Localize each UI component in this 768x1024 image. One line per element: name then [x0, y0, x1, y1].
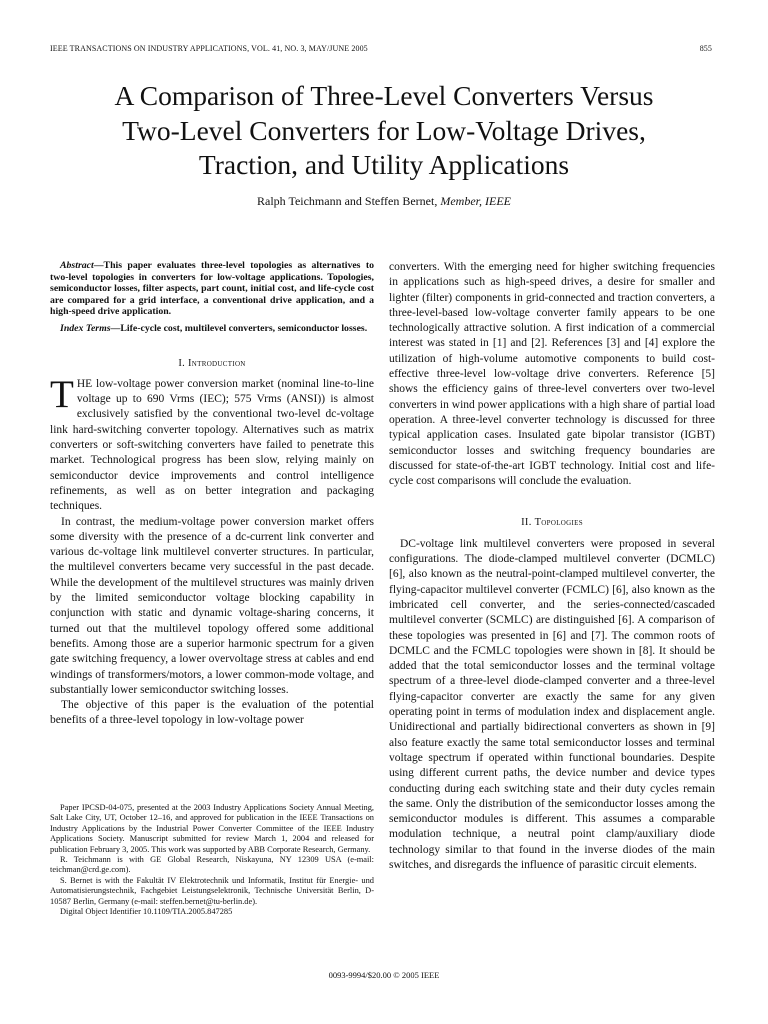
author-line — [0, 194, 768, 209]
running-header — [50, 44, 712, 53]
index-terms-text: —Life-cycle cost, multilevel converters, semiconductor losses. — [110, 322, 368, 334]
intro-paragraph-1 — [50, 372, 374, 515]
intro-paragraph-2: In contrast, the medium-voltage power conversion market offers some diversity with the presence of a dc-current link converter and various dc-voltage link multilevel converter structures. In particular, the multilevel converters became very successful in the past decade. While the development of the multilevel structures was mainly driven by the limited semiconductor voltage blocking capability in conjunction with static and dynamic voltage-sharing concerns, it turned out that the multilevel topology offered some additional benefits. Among those are a superior harmonic spectrum for a given gate switching frequency, a lower overvoltage stress at cables and end windings of transformers/motors, a lower common-mode voltage, and substantially lower semiconductor switching losses. — [50, 515, 374, 696]
footnote-paper-info: Paper IPCSD-04-075, presented at the 2003 Industry Applications Society Annual Meeting, Salt Lake City, UT, October 12–16, and approved for publication in the IEEE Transactions on Industry Applications by the Industrial Power Converter Committee of the IEEE Industry Applications Society. Manuscript submitted for review March 1, 2004 and released for publication February 3, 2005. This work was supported by ABB Corporate Research, Germany. — [50, 803, 374, 854]
first-page-footnote — [50, 803, 374, 917]
journal-line: IEEE TRANSACTIONS ON INDUSTRY APPLICATIONS, VOL. 41, NO. 3, MAY/JUNE 2005 — [50, 44, 368, 53]
intro-paragraph-3: The objective of this paper is the evaluation of the potential benefits of a three-level topology in low-voltage power — [50, 699, 374, 727]
footnote-author-2: S. Bernet is with the Fakultät IV Elektrotechnik und Informatik, Institut für Energie- und Automatisierungstechnik, Fachgebiet Leistungselektronik, Technische Universität Berlin, D-10587 Berlin, Germany (e-mail: steffen.bernet@tu-berlin.de). — [50, 875, 374, 906]
author-names: Ralph Teichmann and Steffen Bernet, — [257, 194, 438, 208]
left-column — [50, 260, 374, 729]
abstract-label: Abstract — [60, 260, 94, 271]
section-number: II. — [521, 517, 532, 529]
section-title: Introduction — [188, 357, 246, 369]
intro-paragraph-3-continued: converters. With the emerging need for higher switching frequencies in applications such as high-speed drives, a desire for smaller and lighter (filter) components in grid-connected and traction converters, a three-level-based low-voltage converter family appears to be one technologically attractive solution. A first indication of a commercial interest was stated in [1] and [2]. References [3] and [4] explore the utilization of high-volume automotive components to build cost-effective three-level low-voltage drive converters. Reference [5] shows the efficiency gains of three-level converters over two-level converters in wind power applications with a high share of partial load operation. A three-level converter technology is discussed for three typical application cases. Insulated gate bipolar transistor (IGBT) semiconductor losses and switching frequency boundaries are discussed for state-of-the-art IGBT technology. Initial cost and life-cycle cost comparisons will conclude the evaluation. — [389, 261, 715, 488]
intro-paragraph-1-text: HE low-voltage power conversion market (nominal line-to-line voltage up to 690 Vrms (IEC); 575 Vrms (ANSI)) is almost exclusively satisfied by the conventional two-level dc-voltage link hard-switching converter topology. Alternatives such as matrix converters or soft-switching converters have failed to penetrate this market. Technological progress has been slow, relying mainly on semiconductor device improvements and control intelligence refinements, as well as on better integration and packaging techniques. — [50, 377, 374, 513]
author-membership: Member, IEEE — [440, 194, 511, 208]
copyright-footer: 0093-9994/$20.00 © 2005 IEEE — [328, 970, 440, 980]
section-heading-topologies — [389, 515, 715, 530]
section-title: Topologies — [534, 517, 583, 529]
abstract-text: —This paper evaluates three-level topologies as alternatives to two-level topologies in converters for low-voltage applications. Topologies, semiconductor losses, filter aspects, part count, initial cost, and life-cycle cost are compared for a grid interface, a conventional drive application, and a high-speed drive application. — [50, 260, 374, 318]
title-line-3: Traction, and Utility Applications — [198, 149, 570, 180]
paper-title — [40, 79, 728, 183]
index-terms — [50, 323, 374, 335]
title-line-1: A Comparison of Three-Level Converters Versus — [114, 80, 654, 111]
footnote-author-1: R. Teichmann is with GE Global Research, Niskayuna, NY 12309 USA (e-mail: teichman@crd.ge.com). — [50, 855, 374, 875]
footnote-doi: Digital Object Identifier 10.1109/TIA.2005.847285 — [60, 907, 233, 917]
page-number: 855 — [699, 44, 712, 53]
drop-cap: T — [50, 372, 74, 416]
title-line-2: Two-Level Converters for Low-Voltage Drives, — [122, 114, 646, 146]
section-heading-introduction — [50, 356, 374, 371]
section-number: I. — [178, 357, 186, 369]
index-terms-label: Index Terms — [60, 322, 111, 334]
abstract — [50, 260, 374, 318]
topologies-paragraph-1: DC-voltage link multilevel converters were proposed in several configurations. The diode-clamped multilevel converter (DCMLC) [6], also known as the neutral-point-clamped multilevel converter, the flying-capacitor multilevel converter (FCMLC) [6], also known as the imbricated cell converter, and the series-connected/cascaded multilevel converter (SCMLC) are distinguished [6]. A comparison of these topologies was presented in [6] and [7]. The common roots of DCMLC and the FCMLC topologies were shown in [8]. It should be added that the total semiconductor losses and the terminal voltage spectrum of a three-level diode-clamped converter and a three-level flying-capacitor converter are exactly the same for any given operating point in terms of modulation index and displacement angle. Unidirectional and partially bidirectional converters as shown in [9] also feature exactly the same total semiconductor losses and terminal voltage spectrum if operated within functional boundaries. Despite using different current paths, the device number and device types conducting during each switching state and their duty cycles remain the same. Only the distribution of the semiconductor losses among the semiconductor modules is different. This assumes a comparable modulation technique, a neutral point clamp/auxiliary diode technology similar to that found in the inverse diodes of the main switches, and disregards the influence of parasitic circuit elements. — [389, 537, 715, 871]
right-column — [389, 260, 715, 873]
